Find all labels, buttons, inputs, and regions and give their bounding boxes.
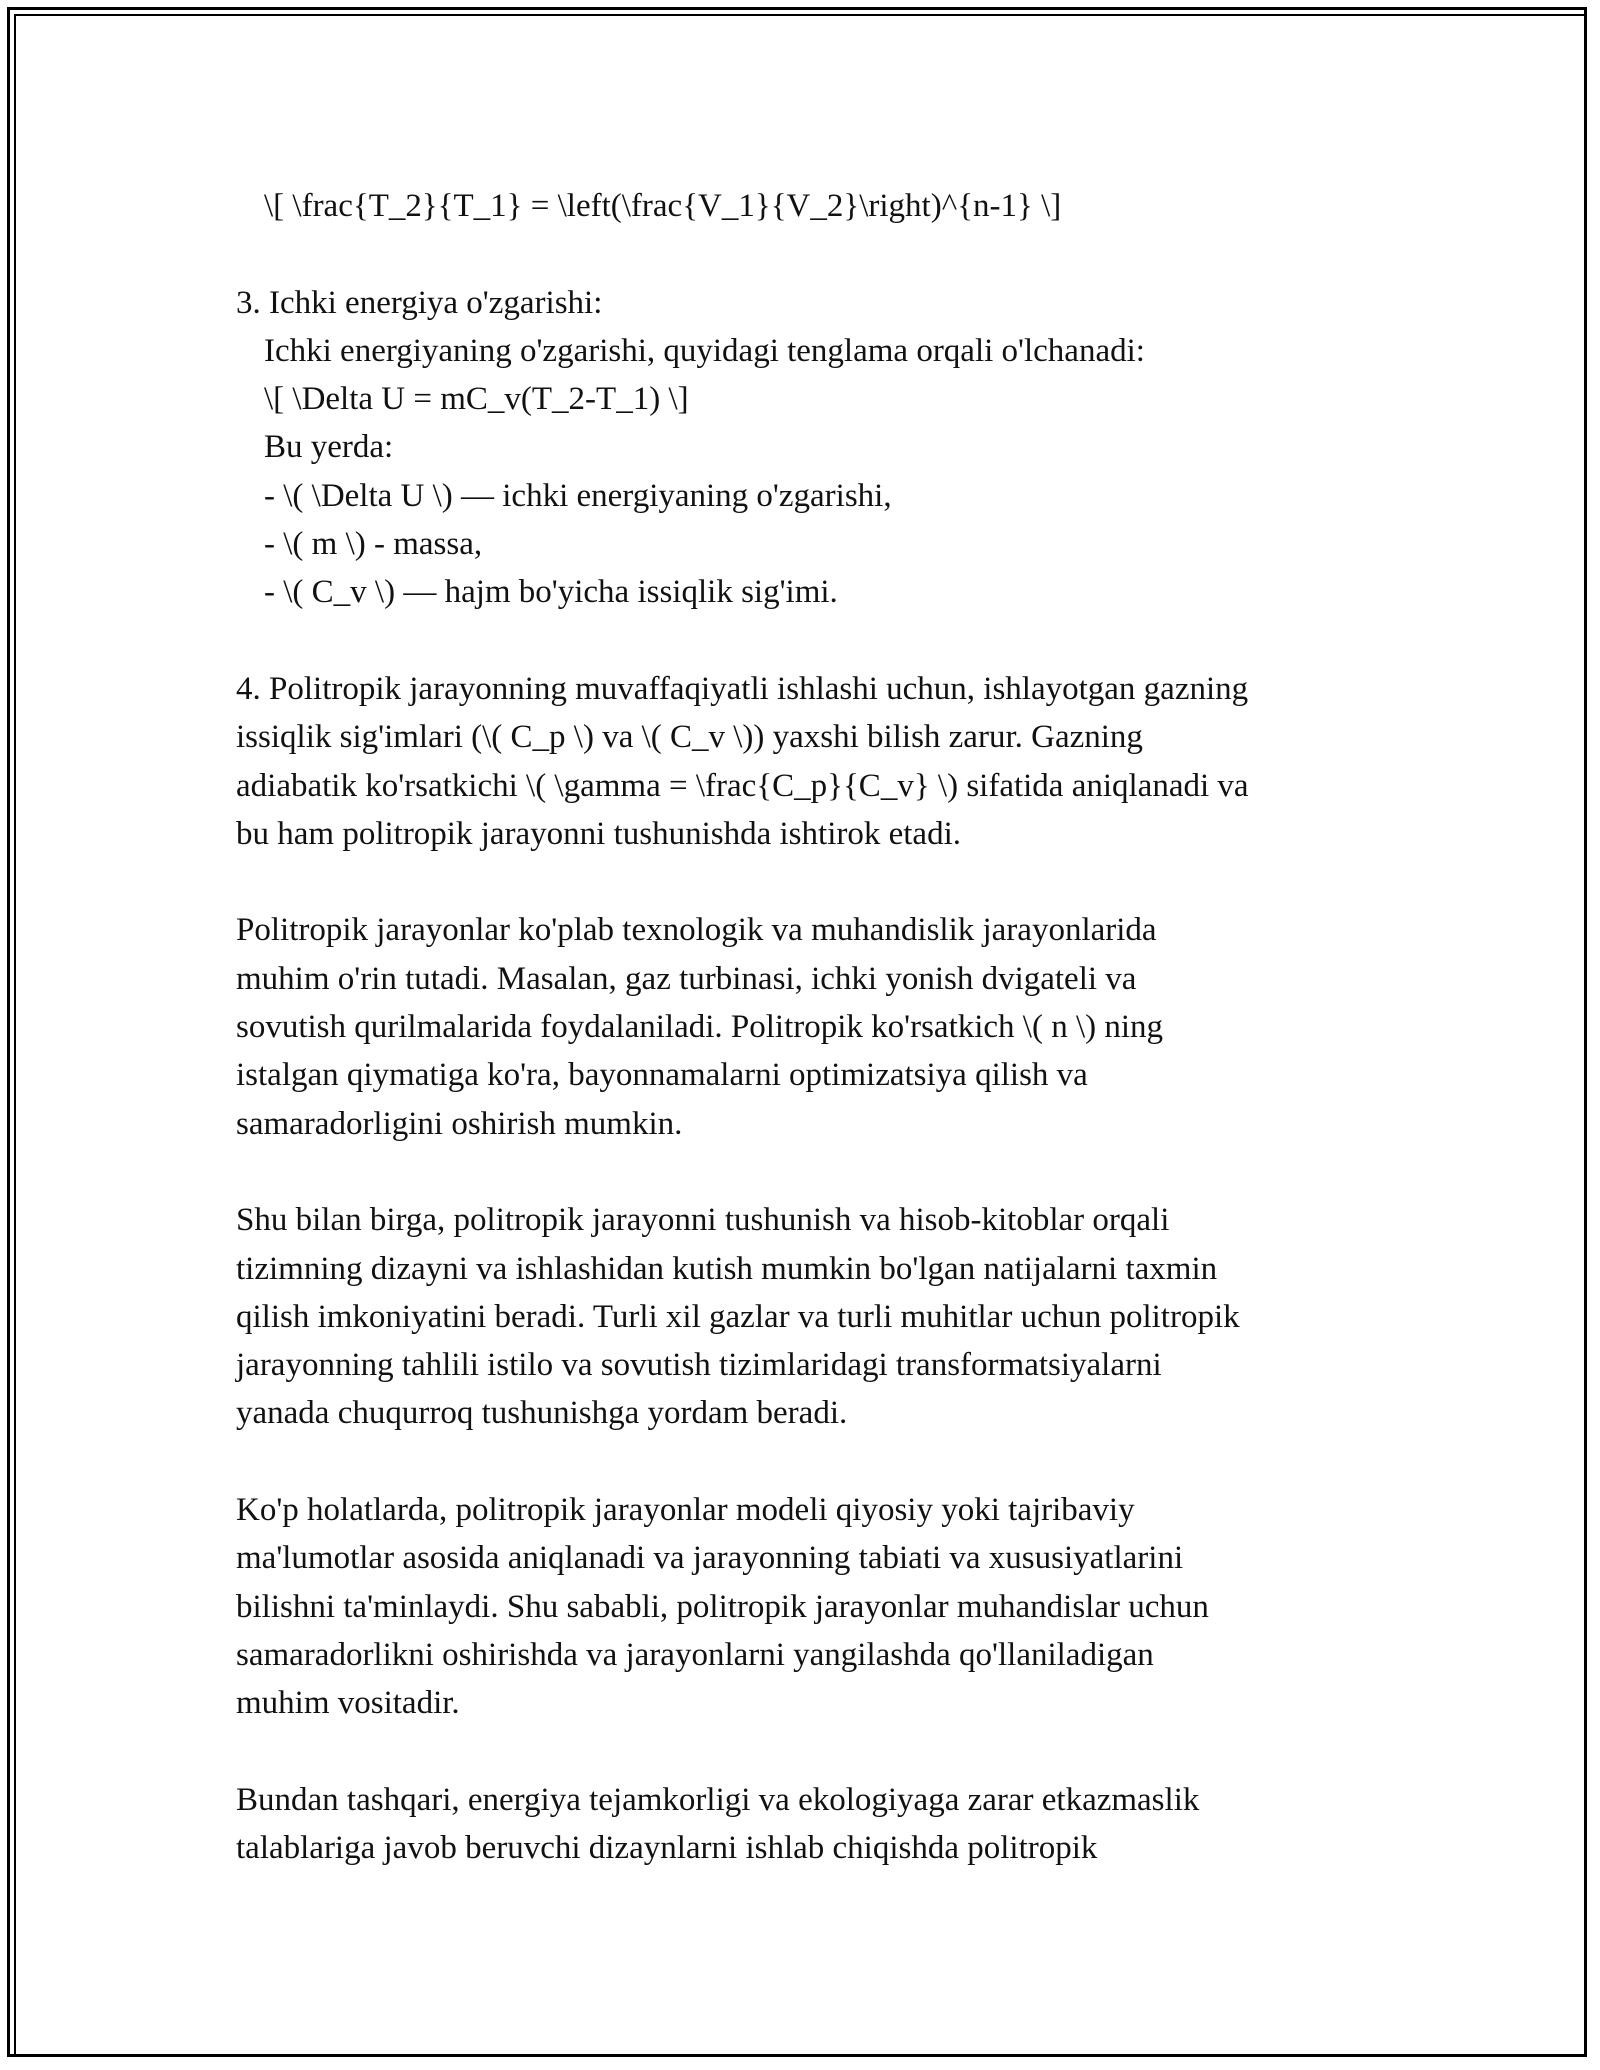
paragraph-5: [236, 1196, 1386, 1437]
paragraph-4: [236, 906, 1386, 1147]
text-line: yanada chuqurroq tushunishga yordam beradi.: [236, 1395, 848, 1432]
paragraph-gap: [236, 858, 1386, 906]
text-line: Politropik jarayonlar ko'plab texnologik va muhandislik jarayonlarida: [236, 912, 1157, 949]
paragraph-gap: [236, 230, 1386, 278]
text-line: Ichki energiyaning o'zgarishi, quyidagi tenglama orqali o'lchanadi:: [264, 332, 1145, 369]
text-line: talablariga javob beruvchi dizaynlarni ishlab chiqishda politropik: [236, 1830, 1098, 1867]
text-line: Ko'p holatlarda, politropik jarayonlar modeli qiyosiy yoki tajribaviy: [236, 1492, 1135, 1529]
paragraph-2: [236, 279, 1386, 617]
paragraph-6: [236, 1486, 1386, 1727]
text-line: \[ \Delta U = mC_v(T_2-T_1) \]: [264, 381, 689, 418]
text-line: muhim vositadir.: [236, 1685, 460, 1722]
text-line: 3. Ichki energiya o'zgarishi:: [236, 284, 603, 321]
paragraph-gap: [236, 1438, 1386, 1486]
paragraph-3: [236, 665, 1386, 858]
text-line: - \( m \) - massa,: [264, 526, 483, 563]
text-line: 4. Politropik jarayonning muvaffaqiyatli ishlashi uchun, ishlayotgan gazning: [236, 670, 1249, 707]
text-line: \[ \frac{T_2}{T_1} = \left(\frac{V_1}{V_2}\right)^{n-1} \]: [264, 188, 1062, 224]
text-line: qilish imkoniyatini beradi. Turli xil gazlar va turli muhitlar uchun politropik: [236, 1298, 1240, 1335]
text-line: muhim o'rin tutadi. Masalan, gaz turbinasi, ichki yonish dvigateli va: [236, 960, 1137, 997]
paragraph-gap: [236, 617, 1386, 665]
text-line: - \( \Delta U \) — ichki energiyaning o'zgarishi,: [264, 477, 892, 514]
text-line: adiabatik ko'rsatkichi \( \gamma = \frac{C_p}{C_v} \) sifatida aniqlanadi va: [236, 767, 1249, 804]
text-line: jarayonning tahlili istilo va sovutish tizimlaridagi transformatsiyalarni: [236, 1347, 1162, 1384]
paragraph-7: [236, 1776, 1386, 1873]
paragraph-1: [236, 182, 1386, 230]
document-body: [236, 182, 1386, 1872]
text-line: - \( C_v \) — hajm bo'yicha issiqlik sig'imi.: [264, 574, 838, 611]
text-line: Bundan tashqari, energiya tejamkorligi va ekologiyaga zarar etkazmaslik: [236, 1781, 1200, 1818]
paragraph-gap: [236, 1728, 1386, 1776]
text-line: istalgan qiymatiga ko'ra, bayonnamalarni optimizatsiya qilish va: [236, 1057, 1088, 1094]
text-line: Bu yerda:: [264, 429, 394, 466]
text-line: sovutish qurilmalarida foydalaniladi. Politropik ko'rsatkich \( n \) ning: [236, 1009, 1164, 1046]
text-line: samaradorlikni oshirishda va jarayonlarni yangilashda qo'llaniladigan: [236, 1636, 1154, 1673]
text-line: samaradorligini oshirish mumkin.: [236, 1105, 683, 1142]
text-line: bilishni ta'minlaydi. Shu sababli, politropik jarayonlar muhandislar uchun: [236, 1588, 1209, 1625]
text-line: issiqlik sig'imlari (\( C_p \) va \( C_v \)) yaxshi bilish zarur. Gazning: [236, 719, 1143, 756]
text-line: Shu bilan birga, politropik jarayonni tushunish va hisob-kitoblar orqali: [236, 1202, 1170, 1239]
text-line: ma'lumotlar asosida aniqlanadi va jarayonning tabiati va xususiyatlarini: [236, 1540, 1184, 1577]
paragraph-gap: [236, 1148, 1386, 1196]
text-line: tizimning dizayni va ishlashidan kutish mumkin bo'lgan natijalarni taxmin: [236, 1250, 1218, 1287]
text-line: bu ham politropik jarayonni tushunishda ishtirok etadi.: [236, 815, 961, 852]
